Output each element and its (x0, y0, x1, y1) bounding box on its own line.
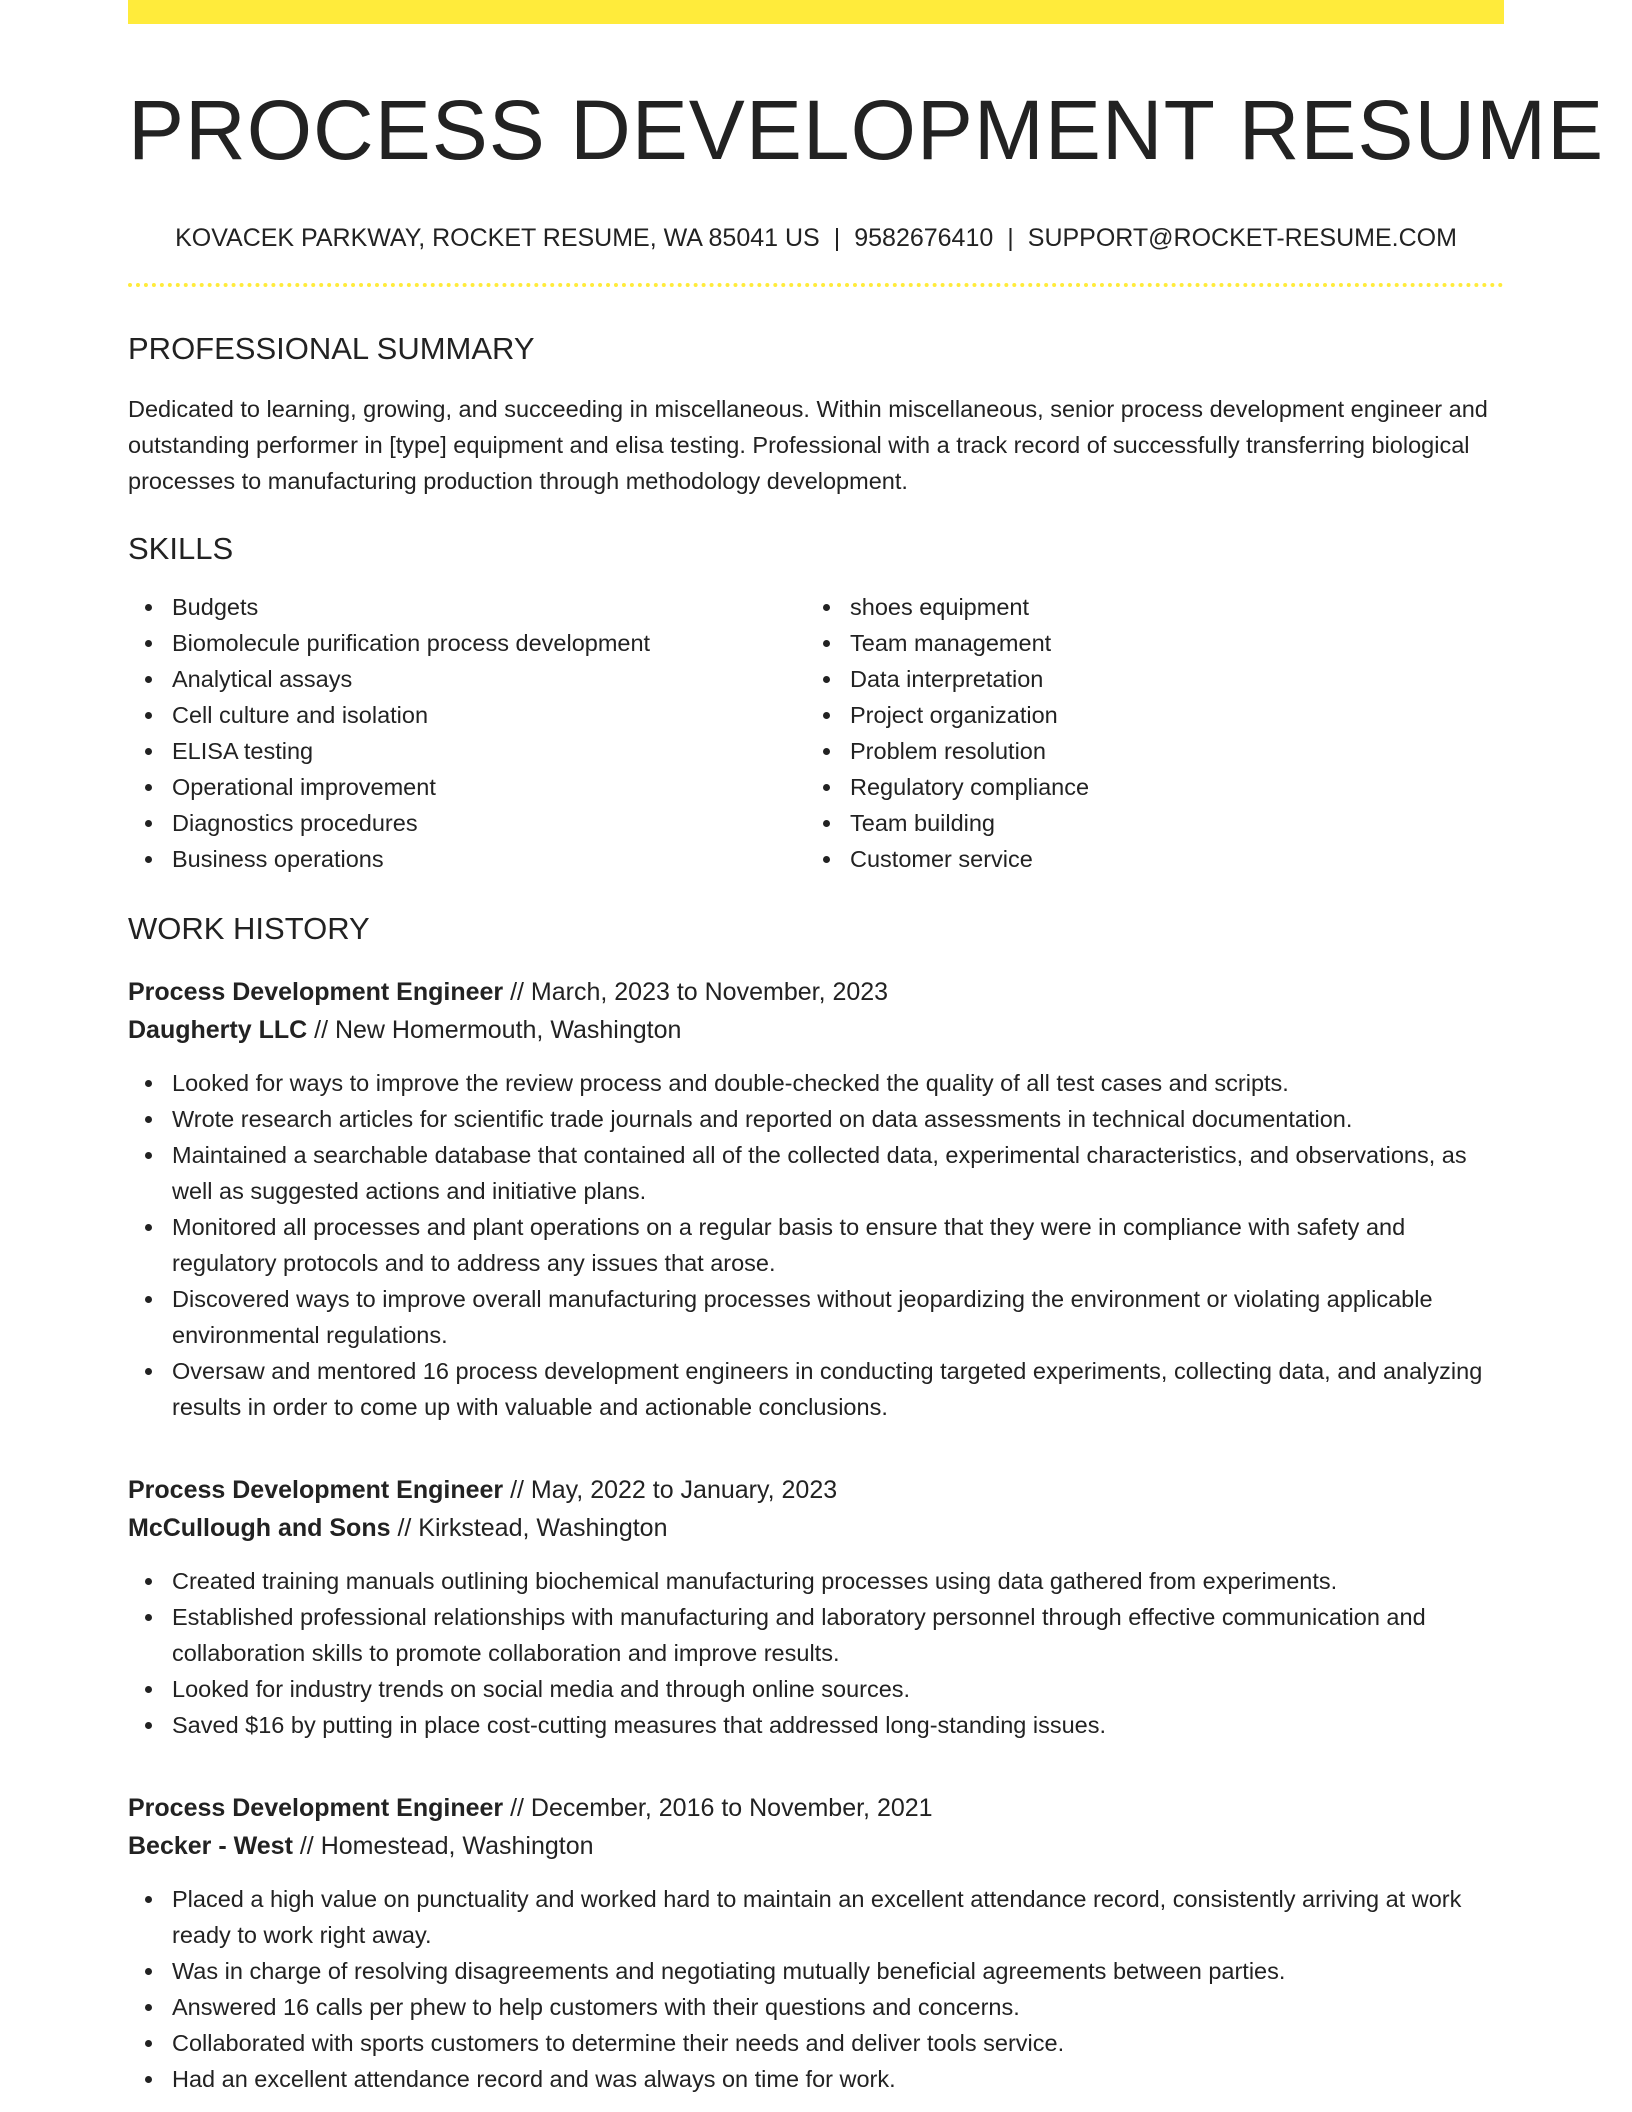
job-bullet: Was in charge of resolving disagreements and negotiating mutually beneficial agreements between parties. (128, 1953, 1504, 1989)
job-bullet: Oversaw and mentored 16 process development engineers in conducting targeted experiments, collecting data, and analyzing results in order to come up with valuable and actionable conclusions. (128, 1353, 1504, 1425)
skill-item: Team building (806, 805, 1484, 841)
contact-separator: | (833, 224, 841, 253)
job-entry (128, 1789, 1504, 2097)
job-bullet: Created training manuals outlining biochemical manufacturing processes using data gathered from experiments. (128, 1563, 1504, 1599)
job-bullet: Discovered ways to improve overall manufacturing processes without jeopardizing the environment or violating applicable environmental regulations. (128, 1281, 1504, 1353)
job-title-line (128, 973, 1504, 1011)
contact-line (128, 224, 1504, 253)
job-location: // New Homermouth, Washington (307, 1016, 682, 1045)
job-bullet: Had an excellent attendance record and was always on time for work. (128, 2061, 1504, 2097)
skills-list (128, 589, 1504, 877)
job-bullets (128, 1563, 1504, 1743)
contact-separator: | (1007, 224, 1014, 253)
skill-item: Problem resolution (806, 733, 1484, 769)
job-bullet: Answered 16 calls per phew to help customers with their questions and concerns. (128, 1989, 1504, 2025)
skill-item: ELISA testing (128, 733, 806, 769)
skills-heading: SKILLS (128, 531, 234, 567)
summary-heading: PROFESSIONAL SUMMARY (128, 331, 535, 367)
job-dates: // March, 2023 to November, 2023 (503, 978, 889, 1007)
job-role: Process Development Engineer (128, 1794, 504, 1823)
job-bullet: Looked for industry trends on social media and through online sources. (128, 1671, 1504, 1707)
job-bullet: Monitored all processes and plant operations on a regular basis to ensure that they were in compliance with safety and regulatory protocols and to address any issues that arose. (128, 1209, 1504, 1281)
job-bullets (128, 1065, 1504, 1425)
job-location: // Homestead, Washington (292, 1832, 594, 1861)
skill-item: Project organization (806, 697, 1484, 733)
job-bullet: Wrote research articles for scientific trade journals and reported on data assessments in technical documentation. (128, 1101, 1504, 1137)
resume-title: PROCESS DEVELOPMENT RESUME (128, 83, 1605, 177)
skill-item: Team management (806, 625, 1484, 661)
accent-top-bar (128, 0, 1504, 24)
skill-item: Operational improvement (128, 769, 806, 805)
skill-item: Business operations (128, 841, 806, 877)
skills-column-right (806, 589, 1484, 877)
skill-item: shoes equipment (806, 589, 1484, 625)
job-entry (128, 973, 1504, 1425)
job-company: McCullough and Sons (128, 1514, 391, 1543)
skill-item: Data interpretation (806, 661, 1484, 697)
skill-item: Biomolecule purification process development (128, 625, 806, 661)
skills-column-left (128, 589, 806, 877)
job-dates: // May, 2022 to January, 2023 (503, 1476, 838, 1505)
job-dates: // December, 2016 to November, 2021 (503, 1794, 933, 1823)
job-role: Process Development Engineer (128, 1476, 504, 1505)
job-bullet: Placed a high value on punctuality and worked hard to maintain an excellent attendance record, consistently arriving at work ready to work right away. (128, 1881, 1504, 1953)
job-role: Process Development Engineer (128, 978, 504, 1007)
skill-item: Analytical assays (128, 661, 806, 697)
job-company: Daugherty LLC (128, 1016, 308, 1045)
resume-page (128, 0, 1605, 2097)
skill-item: Budgets (128, 589, 806, 625)
job-title-line (128, 1789, 1504, 1827)
skill-item: Regulatory compliance (806, 769, 1484, 805)
job-bullet: Maintained a searchable database that contained all of the collected data, experimental characteristics, and observations, as well as suggested actions and initiative plans. (128, 1137, 1504, 1209)
job-company-line (128, 1509, 1504, 1547)
job-bullet: Established professional relationships with manufacturing and laboratory personnel through effective communication and collaboration skills to promote collaboration and improve results. (128, 1599, 1504, 1671)
job-company: Becker - West (128, 1832, 293, 1861)
job-company-line (128, 1827, 1504, 1865)
job-location: // Kirkstead, Washington (390, 1514, 668, 1543)
job-company-line (128, 1011, 1504, 1049)
skill-item: Diagnostics procedures (128, 805, 806, 841)
skill-item: Customer service (806, 841, 1484, 877)
contact-email[interactable]: SUPPORT@ROCKET-RESUME.COM (1027, 224, 1457, 253)
skill-item: Cell culture and isolation (128, 697, 806, 733)
job-bullet: Collaborated with sports customers to determine their needs and deliver tools service. (128, 2025, 1504, 2061)
job-title-line (128, 1471, 1504, 1509)
summary-text: Dedicated to learning, growing, and succeeding in miscellaneous. Within miscellaneous, senior process development engineer and outstanding performer in [type] equipment and elisa testing. Professional with a track record of successfully transferring biological processes to manufacturing production through methodology development. (128, 396, 1488, 495)
job-entry (128, 1471, 1504, 1743)
contact-address: KOVACEK PARKWAY, ROCKET RESUME, WA 85041 US (175, 224, 820, 253)
job-bullets (128, 1881, 1504, 2097)
job-bullet: Looked for ways to improve the review process and double-checked the quality of all test cases and scripts. (128, 1065, 1504, 1101)
work-history-heading: WORK HISTORY (128, 911, 370, 947)
job-bullet: Saved $16 by putting in place cost-cutting measures that addressed long-standing issues. (128, 1707, 1504, 1743)
contact-phone[interactable]: 9582676410 (854, 224, 994, 253)
dotted-divider (128, 283, 1504, 287)
